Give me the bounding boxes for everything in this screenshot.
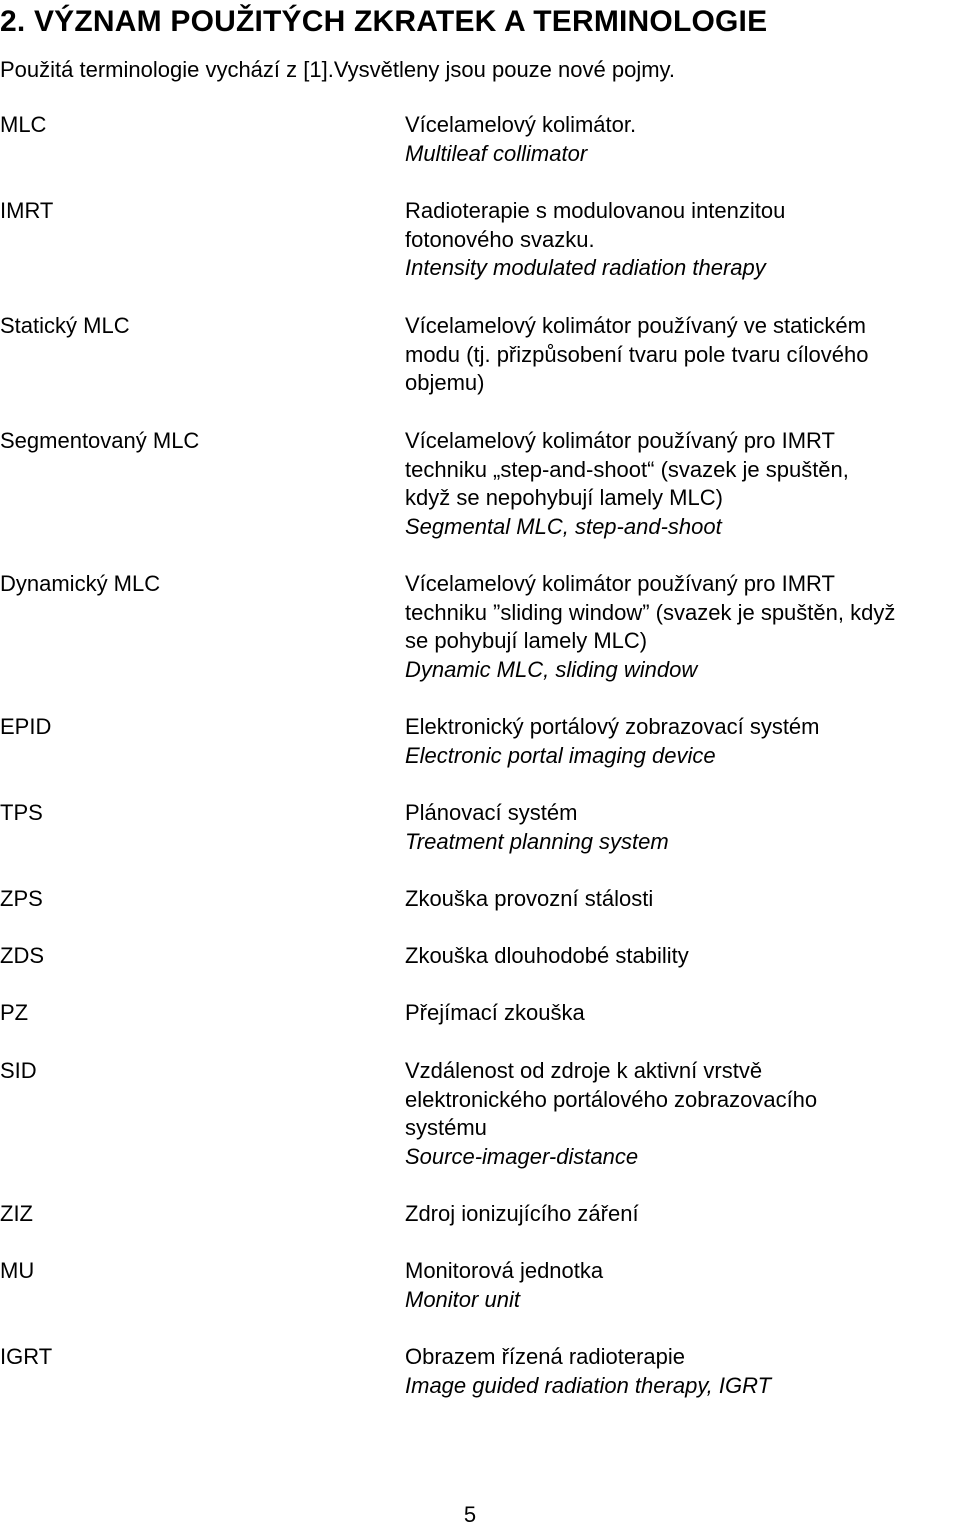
definition-ziz bbox=[405, 1200, 960, 1229]
english-term: Image guided radiation therapy, IGRT bbox=[405, 1372, 772, 1398]
english-term: Monitor unit bbox=[405, 1286, 520, 1312]
definition-line: Plánovací systém bbox=[405, 800, 578, 825]
term-staticky-mlc: Statický MLC bbox=[0, 313, 130, 338]
term-imrt: IMRT bbox=[0, 198, 54, 223]
english-term: Source-imager-distance bbox=[405, 1143, 639, 1169]
definition-line: Zkouška provozní stálosti bbox=[405, 886, 654, 911]
definition-line: objemu) bbox=[405, 370, 485, 396]
definition-line: techniku „step-and-shoot“ (svazek je spuštěn, bbox=[405, 456, 849, 482]
definition-line: Vícelamelový kolimátor používaný pro IMRT bbox=[405, 571, 835, 596]
definition-epid bbox=[405, 713, 960, 770]
term-sid: SID bbox=[0, 1058, 37, 1083]
definition-line: Zkouška dlouhodobé stability bbox=[405, 943, 689, 968]
definition-line: Zdroj ionizujícího záření bbox=[405, 1201, 639, 1226]
term-igrt: IGRT bbox=[0, 1344, 53, 1369]
english-term: Dynamic MLC, sliding window bbox=[405, 656, 698, 682]
definition-staticky-mlc bbox=[405, 312, 960, 398]
term-zds: ZDS bbox=[0, 943, 44, 968]
term-mlc: MLC bbox=[0, 112, 47, 137]
definition-mu bbox=[405, 1257, 960, 1314]
section-heading: 2. VÝZNAM POUŽITÝCH ZKRATEK A TERMINOLOGIE bbox=[0, 5, 768, 38]
definition-line: techniku ”sliding window” (svazek je spuštěn, když bbox=[405, 599, 896, 625]
term-tps: TPS bbox=[0, 800, 43, 825]
definition-tps bbox=[405, 799, 960, 856]
definition-line: Monitorová jednotka bbox=[405, 1258, 604, 1283]
definition-dynamicky-mlc bbox=[405, 570, 960, 684]
definition-line: Obrazem řízená radioterapie bbox=[405, 1344, 686, 1369]
definition-line: Vícelamelový kolimátor používaný pro IMRT bbox=[405, 428, 835, 453]
definition-line: modu (tj. přizpůsobení tvaru pole tvaru cílového bbox=[405, 341, 869, 367]
term-zps: ZPS bbox=[0, 886, 43, 911]
definition-imrt bbox=[405, 197, 960, 283]
term-mu: MU bbox=[0, 1258, 35, 1283]
definition-line: Radioterapie s modulovanou intenzitou bbox=[405, 198, 786, 223]
definition-line: systému bbox=[405, 1115, 487, 1141]
definition-igrt bbox=[405, 1343, 960, 1400]
definition-mlc bbox=[405, 111, 960, 168]
definition-pz bbox=[405, 999, 960, 1028]
term-ziz: ZIZ bbox=[0, 1201, 33, 1226]
term-dynamicky-mlc: Dynamický MLC bbox=[0, 571, 161, 596]
english-term: Intensity modulated radiation therapy bbox=[405, 255, 766, 281]
definition-sid bbox=[405, 1057, 960, 1171]
term-pz: PZ bbox=[0, 1000, 29, 1025]
definition-line: Vícelamelový kolimátor používaný ve statickém bbox=[405, 313, 866, 338]
definition-line: elektronického portálového zobrazovacího bbox=[405, 1086, 818, 1112]
definition-line: fotonového svazku. bbox=[405, 226, 595, 252]
definition-zps bbox=[405, 885, 960, 914]
definition-line: se pohybují lamely MLC) bbox=[405, 628, 648, 654]
term-segmentovany-mlc: Segmentovaný MLC bbox=[0, 428, 200, 453]
page-number: 5 bbox=[463, 1502, 477, 1527]
definition-zds bbox=[405, 942, 960, 971]
term-epid: EPID bbox=[0, 714, 52, 739]
intro-paragraph: Použitá terminologie vychází z [1].Vysvětleny jsou pouze nové pojmy. bbox=[0, 57, 676, 82]
definition-line: Elektronický portálový zobrazovací systém bbox=[405, 714, 820, 739]
english-term: Electronic portal imaging device bbox=[405, 742, 716, 768]
definition-line: když se nepohybují lamely MLC) bbox=[405, 485, 723, 511]
definition-line: Vzdálenost od zdroje k aktivní vrstvě bbox=[405, 1058, 763, 1083]
english-term: Segmental MLC, step-and-shoot bbox=[405, 513, 722, 539]
english-term: Multileaf collimator bbox=[405, 140, 588, 166]
definition-line: Přejímací zkouška bbox=[405, 1000, 585, 1025]
definition-segmentovany-mlc bbox=[405, 427, 960, 541]
english-term: Treatment planning system bbox=[405, 828, 669, 854]
definition-line: Vícelamelový kolimátor. bbox=[405, 112, 637, 137]
